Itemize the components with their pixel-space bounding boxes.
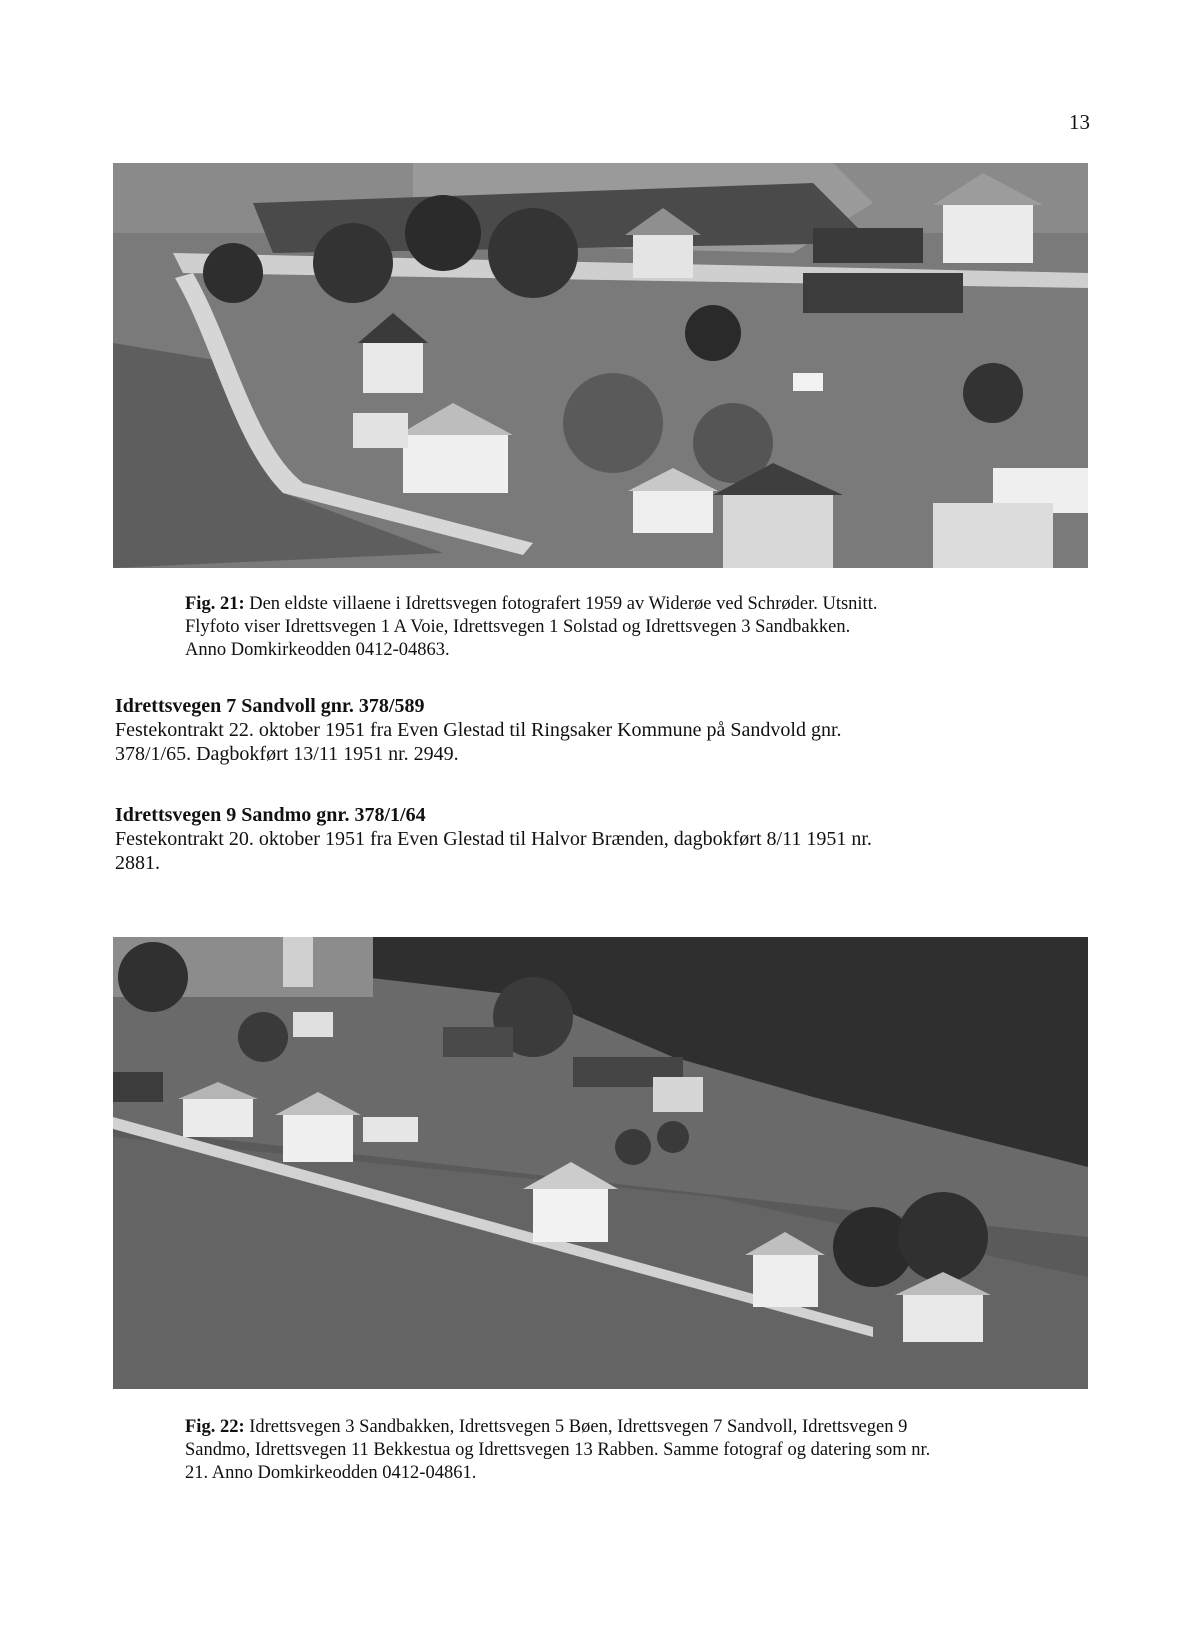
page-number: 13 [1069,110,1090,134]
aerial-photo-fig-21-image [113,163,1088,568]
figure-label: Fig. 21: [185,594,245,614]
figure-caption-22 [185,1416,1090,1485]
figure-label: Fig. 22: [185,1417,245,1437]
caption-line: Flyfoto viser Idrettsvegen 1 A Voie, Idrettsvegen 1 Solstad og Idrettsvegen 3 Sandbakken. [185,617,851,637]
caption-line: Sandmo, Idrettsvegen 11 Bekkestua og Idrettsvegen 13 Rabben. Samme fotograf og datering som nr. [185,1440,931,1460]
property-entry-sandmo [115,803,1075,875]
entry-heading: Idrettsvegen 9 Sandmo gnr. 378/1/64 [115,804,426,826]
figure-caption-21 [185,593,1085,662]
entry-heading: Idrettsvegen 7 Sandvoll gnr. 378/589 [115,695,425,717]
entry-text-line: Festekontrakt 20. oktober 1951 fra Even Glestad til Halvor Brænden, dagbokført 8/11 1951 nr. [115,828,872,850]
entry-text-line: Festekontrakt 22. oktober 1951 fra Even Glestad til Ringsaker Kommune på Sandvold gnr. [115,719,842,741]
caption-line: 21. Anno Domkirkeodden 0412-04861. [185,1463,477,1483]
entry-text-line: 2881. [115,852,160,874]
caption-text: Idrettsvegen 3 Sandbakken, Idrettsvegen 5 Bøen, Idrettsvegen 7 Sandvoll, Idrettsvegen 9 [244,1417,908,1437]
caption-line [185,1416,1090,1439]
caption-line [185,593,1085,616]
aerial-photo-fig-22 [113,937,1088,1389]
caption-line: Anno Domkirkeodden 0412-04863. [185,640,450,660]
aerial-photo-fig-21 [113,163,1088,568]
property-entry-sandvoll [115,694,1075,766]
caption-text: Den eldste villaene i Idrettsvegen fotografert 1959 av Widerøe ved Schrøder. Utsnitt. [244,594,878,614]
aerial-photo-fig-22-image [113,937,1088,1389]
entry-text-line: 378/1/65. Dagbokført 13/11 1951 nr. 2949. [115,743,459,765]
